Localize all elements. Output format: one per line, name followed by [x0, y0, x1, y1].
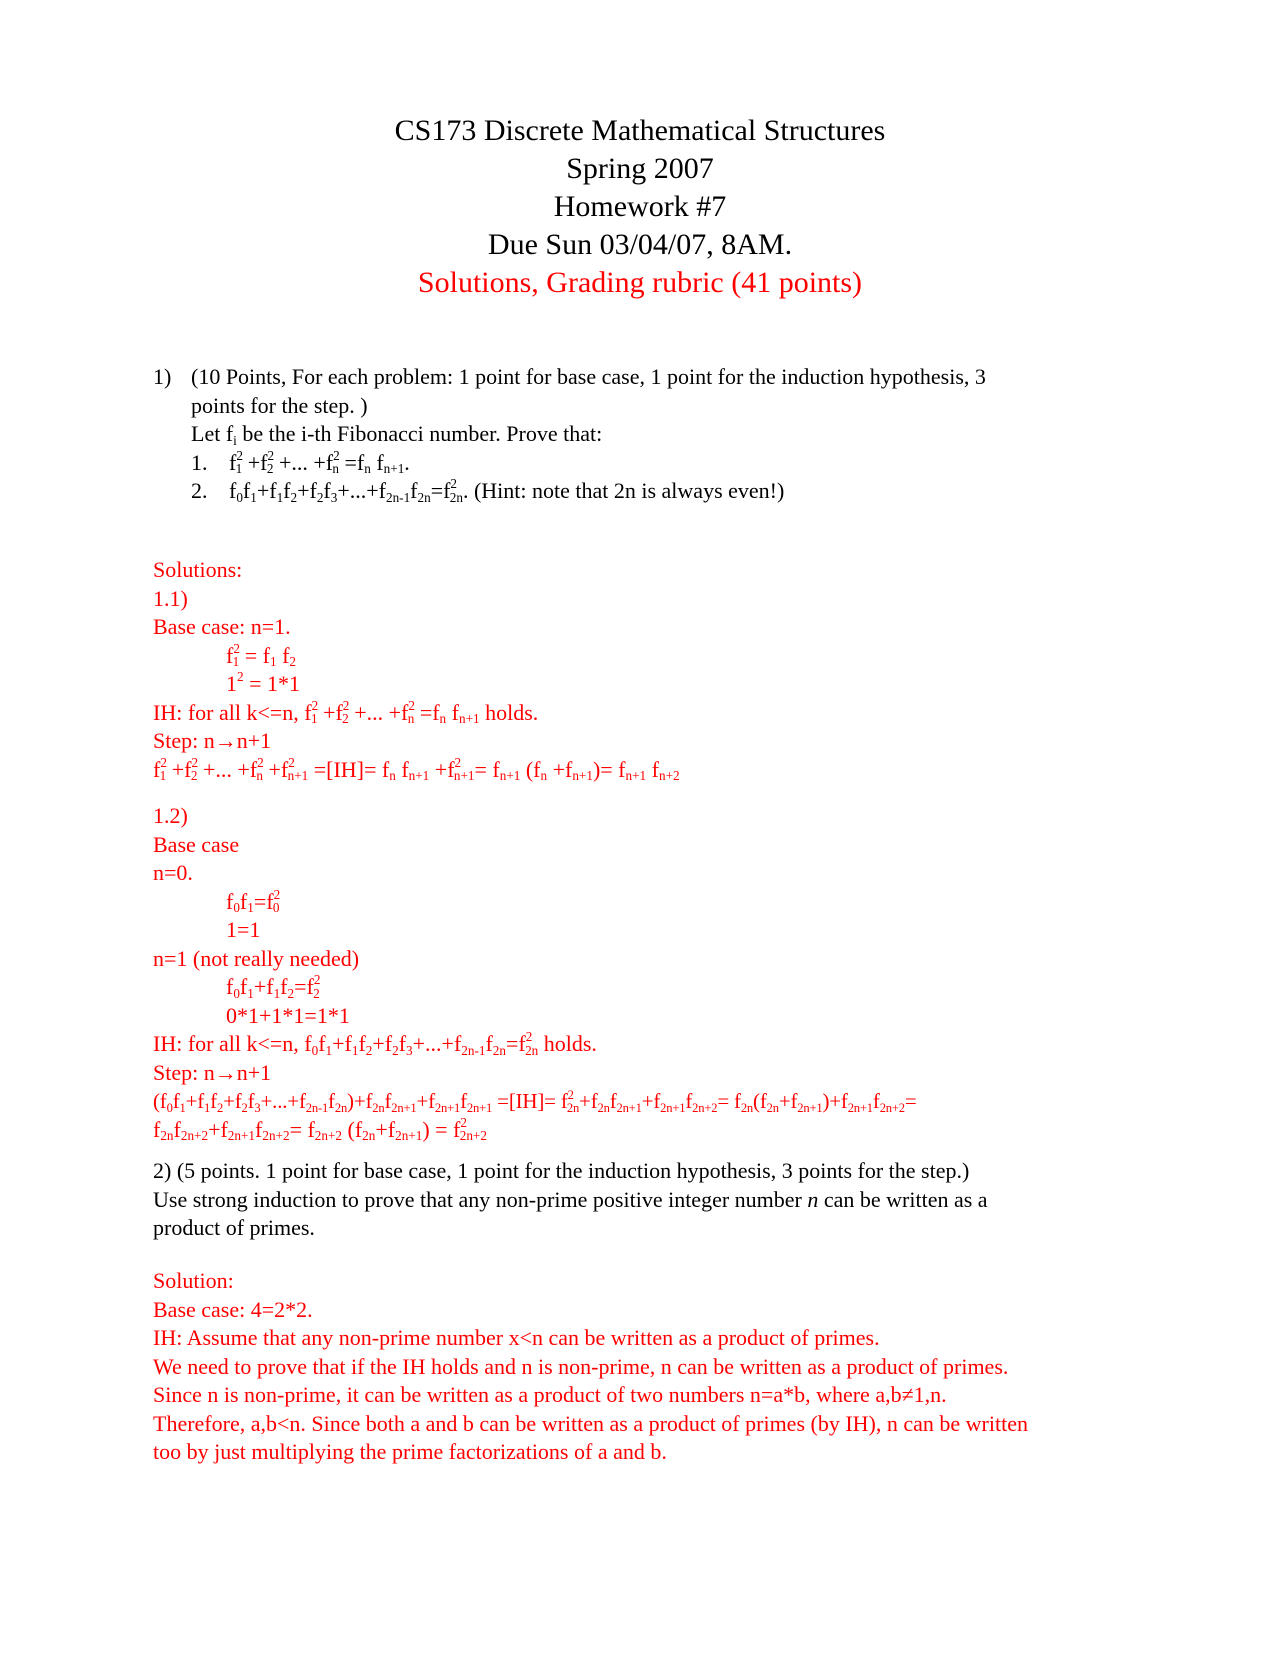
problem-2-line2: Use strong induction to prove that any non-prime positive integer number n can be written as a	[153, 1186, 988, 1212]
problem-1-points-line1: (10 Points, For each problem: 1 point for base case, 1 point for the induction hypothesis, 3	[191, 364, 986, 389]
solution-1-2-n1-eq1: $f_0f_1+f_1f_2=f^2_2$	[226, 972, 321, 1001]
problem-1-item-2: 2. $f_0f_1+f_1f_2+f_2f_3+...+f_{2n-1}f_{2n}=f^2_{2n}$. (Hint: note that 2n is always even!)	[191, 476, 785, 505]
solution-1-1-step-eq: $f^2_1 +f^2_2$ +... $+f^2_n +f^2_{n+1} =[IH]= f_n$ $f_{n+1} +f^2_{n+1}= f_{n+1}$ $(f_n +f_{n+1})= f_{n+1}$ $f_{n+2}$	[153, 754, 680, 784]
problem-1-points-line2: points for the step. )	[191, 392, 368, 418]
problem-2	[153, 1157, 988, 1243]
solution-1-1-ih: IH: for all k<=n, $f^2_1 +f^2_2$ +... $+f^2_n =f_n$ $f_{n+1}$ holds.	[153, 697, 539, 727]
solution-2-line6: too by just multiplying the prime factorizations of a and b.	[153, 1439, 667, 1464]
solution-2	[153, 1267, 1028, 1467]
due-date: Due Sun 03/04/07, 8AM.	[487, 228, 793, 261]
solution-1-1-label: 1.1)	[153, 585, 188, 611]
solution-1-1-base: Base case: n=1.	[153, 614, 291, 639]
problem-1-number: 1)	[153, 364, 172, 389]
solution-1-2-ih: IH: for all k<=n, $f_0f_1+f_1f_2+f_2f_3+...+f_{2n-1}f_{2n}=f^2_{2n}$ holds.	[153, 1029, 597, 1058]
solution-2-label: Solution:	[153, 1268, 234, 1293]
problem-1-item-1: 1. $f^2_1 +f^2_2$ +... $+f^2_n =f_n$ $f_{n+1}$.	[191, 447, 410, 477]
solution-1	[153, 556, 680, 784]
solution-1-2-n0-eq1: $f_0f_1=f^2_0$	[226, 886, 281, 916]
solution-1-2-step-eq1: $(f_0f_1+f_1f_2+f_2f_3+...+f_{2n-1}f_{2n})+f_{2n}f_{2n+1}+f_{2n+1}f_{2n+1} =[IH]= f^2_{2n}+f_{2n}f_{2n+1}+f_{2n+1}f_{2n+2}= f_{2n}(f_{2n}+f_{2n+1})+f_{2n+1}f_{2n+2}=$	[153, 1087, 917, 1115]
problem-1	[153, 363, 986, 506]
solution-1-2-n1-eq2: 0*1+1*1=1*1	[226, 1002, 350, 1028]
solution-1-1-base-eq1: $f^2_1 = f_1$ $f_2$	[226, 640, 297, 670]
solution-1-2-label: 1.2)	[153, 803, 188, 828]
rubric-title: Solutions, Grading rubric (41 points)	[417, 266, 863, 299]
solution-2-line5: Therefore, a,b<n. Since both a and b can be written as a product of primes (by IH), n can be written	[153, 1410, 1028, 1436]
solution-1-2	[153, 802, 917, 1144]
solution-2-line4: Since n is non-prime, it can be written as a product of two numbers n=a*b, where a,b≠1,n.	[153, 1382, 947, 1407]
problem-1-intro: Let $f_i$ be the i-th Fibonacci number. Prove that:	[191, 421, 603, 448]
homework-title: Homework #7	[553, 190, 727, 223]
problem-2-line3: product of primes.	[153, 1215, 315, 1240]
solutions-label: Solutions:	[153, 557, 243, 582]
solution-1-2-step: Step: n→n+1	[153, 1059, 272, 1085]
solution-1-1-step: Step: n→n+1	[153, 728, 272, 753]
solution-1-2-n0-eq2: 1=1	[226, 917, 261, 942]
term: Spring 2007	[566, 152, 714, 185]
solution-1-2-n0: n=0.	[153, 860, 193, 885]
solution-2-line3: We need to prove that if the IH holds and n is non-prime, n can be written as a product of primes.	[153, 1353, 1009, 1379]
solution-1-2-step-eq2: $f_{2n}f_{2n+2}+f_{2n+1}f_{2n+2}= f_{2n+2}$ $(f_{2n}+f_{2n+1}) = f^2_{2n+2}$	[153, 1114, 487, 1144]
solution-1-2-base: Base case	[153, 831, 240, 857]
solution-2-line2: IH: Assume that any non-prime number x<n can be written as a product of primes.	[153, 1325, 880, 1350]
course-title: CS173 Discrete Mathematical Structures	[394, 114, 886, 147]
solution-1-1-base-eq2: $1^2 = 1*1$	[226, 669, 301, 696]
solution-1-2-n1: n=1 (not really needed)	[153, 945, 360, 971]
problem-2-line1: 2) (5 points. 1 point for base case, 1 point for the induction hypothesis, 3 points for the step.)	[153, 1158, 970, 1183]
document-header	[0, 112, 1280, 302]
solution-2-line1: Base case: 4=2*2.	[153, 1296, 313, 1322]
